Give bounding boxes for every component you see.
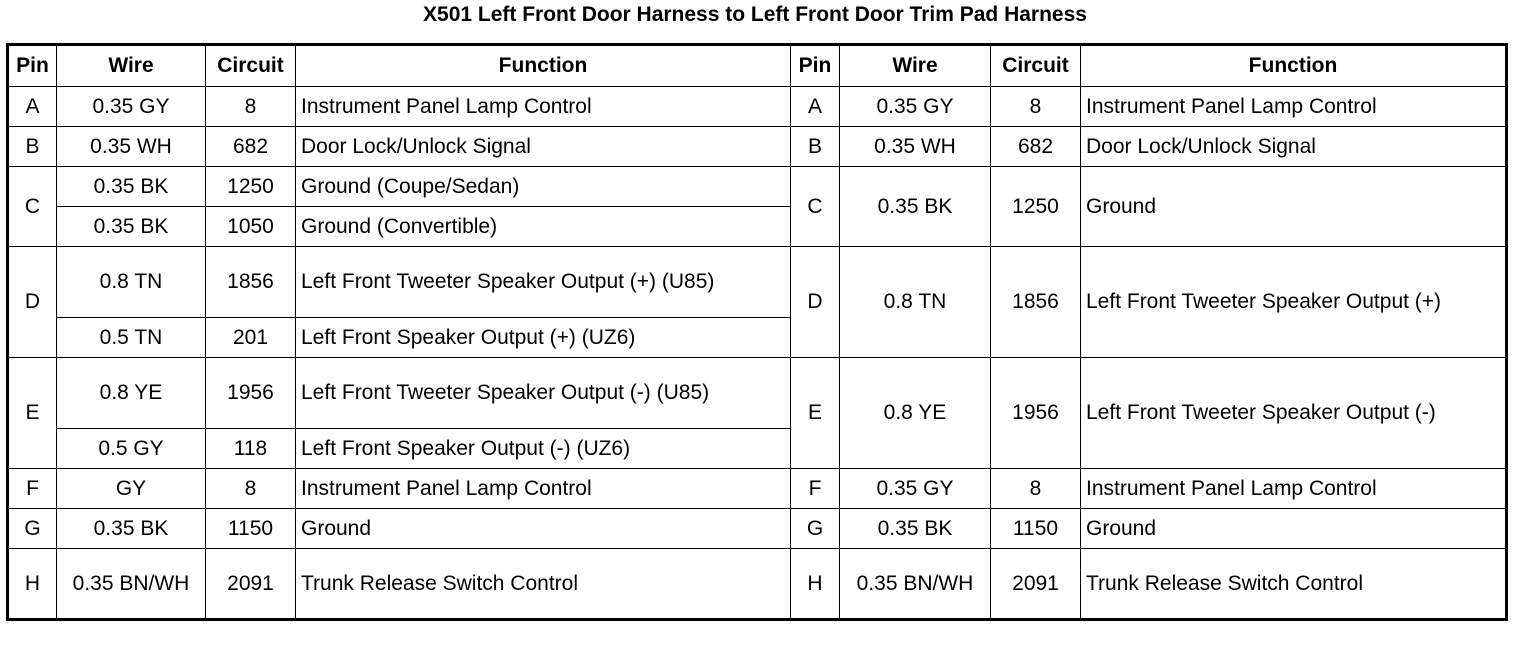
wire-cell: 0.5 GY: [57, 429, 206, 469]
header-circuit: Circuit: [206, 45, 296, 87]
function-cell: Ground: [1081, 509, 1507, 549]
circuit-cell: 1050: [206, 207, 296, 247]
wire-cell: 0.35 WH: [840, 127, 991, 167]
function-cell: Left Front Speaker Output (+) (UZ6): [296, 318, 791, 358]
wire-cell: 0.35 GY: [840, 87, 991, 127]
function-cell: Door Lock/Unlock Signal: [1081, 127, 1507, 167]
pin-cell: H: [791, 549, 840, 620]
function-cell: Ground: [1081, 167, 1507, 247]
wire-cell: 0.8 YE: [57, 358, 206, 429]
function-cell: Left Front Tweeter Speaker Output (-): [1081, 358, 1507, 469]
header-function: Function: [296, 45, 791, 87]
function-cell: Ground (Convertible): [296, 207, 791, 247]
circuit-cell: 2091: [991, 549, 1081, 620]
circuit-cell: 1956: [991, 358, 1081, 469]
wire-cell: 0.35 BK: [840, 167, 991, 247]
table-row: [8, 469, 1507, 509]
circuit-cell: 8: [991, 87, 1081, 127]
pin-cell: E: [8, 358, 57, 469]
circuit-cell: 1856: [206, 247, 296, 318]
function-cell: Instrument Panel Lamp Control: [296, 469, 791, 509]
table-row: [8, 358, 1507, 429]
circuit-cell: 8: [991, 469, 1081, 509]
function-cell: Left Front Speaker Output (-) (UZ6): [296, 429, 791, 469]
pin-cell: D: [8, 247, 57, 358]
pin-cell: G: [8, 509, 57, 549]
circuit-cell: 1150: [991, 509, 1081, 549]
wire-cell: 0.35 BK: [57, 207, 206, 247]
wire-cell: 0.35 GY: [57, 87, 206, 127]
header-function: Function: [1081, 45, 1507, 87]
circuit-cell: 8: [206, 87, 296, 127]
pin-cell: B: [791, 127, 840, 167]
circuit-cell: 1250: [991, 167, 1081, 247]
header-wire: Wire: [840, 45, 991, 87]
wire-cell: 0.35 BK: [840, 509, 991, 549]
page-title: X501 Left Front Door Harness to Left Front Door Trim Pad Harness: [423, 3, 1087, 26]
function-cell: Left Front Tweeter Speaker Output (+) (U85): [296, 247, 791, 318]
table-row: [8, 87, 1507, 127]
pin-cell: H: [8, 549, 57, 620]
wire-cell: 0.35 GY: [840, 469, 991, 509]
pin-cell: A: [791, 87, 840, 127]
connector-table: [6, 43, 1508, 621]
pin-cell: A: [8, 87, 57, 127]
circuit-cell: 1856: [991, 247, 1081, 358]
function-cell: Instrument Panel Lamp Control: [1081, 469, 1507, 509]
table-row: [8, 549, 1507, 620]
circuit-cell: 8: [206, 469, 296, 509]
function-cell: Trunk Release Switch Control: [296, 549, 791, 620]
wire-cell: 0.35 WH: [57, 127, 206, 167]
circuit-cell: 1150: [206, 509, 296, 549]
header-wire: Wire: [57, 45, 206, 87]
header-pin: Pin: [8, 45, 57, 87]
circuit-cell: 1956: [206, 358, 296, 429]
function-cell: Instrument Panel Lamp Control: [1081, 87, 1507, 127]
function-cell: Trunk Release Switch Control: [1081, 549, 1507, 620]
function-cell: Instrument Panel Lamp Control: [296, 87, 791, 127]
circuit-cell: 201: [206, 318, 296, 358]
circuit-cell: 2091: [206, 549, 296, 620]
wire-cell: 0.35 BK: [57, 167, 206, 207]
wire-cell: 0.35 BN/WH: [840, 549, 991, 620]
header-row: [8, 45, 1507, 87]
wire-cell: GY: [57, 469, 206, 509]
function-cell: Left Front Tweeter Speaker Output (+): [1081, 247, 1507, 358]
table-row: [8, 509, 1507, 549]
pin-cell: G: [791, 509, 840, 549]
function-cell: Door Lock/Unlock Signal: [296, 127, 791, 167]
pin-cell: C: [8, 167, 57, 247]
pin-cell: F: [8, 469, 57, 509]
wire-cell: 0.8 YE: [840, 358, 991, 469]
pin-cell: B: [8, 127, 57, 167]
pin-cell: F: [791, 469, 840, 509]
pin-cell: C: [791, 167, 840, 247]
circuit-cell: 682: [206, 127, 296, 167]
wire-cell: 0.8 TN: [840, 247, 991, 358]
pin-cell: E: [791, 358, 840, 469]
table-row: [8, 127, 1507, 167]
circuit-cell: 118: [206, 429, 296, 469]
pin-cell: D: [791, 247, 840, 358]
wire-cell: 0.35 BN/WH: [57, 549, 206, 620]
circuit-cell: 1250: [206, 167, 296, 207]
table-row: [8, 247, 1507, 318]
circuit-cell: 682: [991, 127, 1081, 167]
header-pin: Pin: [791, 45, 840, 87]
table-row: [8, 167, 1507, 207]
header-circuit: Circuit: [991, 45, 1081, 87]
wire-cell: 0.8 TN: [57, 247, 206, 318]
function-cell: Ground (Coupe/Sedan): [296, 167, 791, 207]
wire-cell: 0.5 TN: [57, 318, 206, 358]
function-cell: Left Front Tweeter Speaker Output (-) (U85): [296, 358, 791, 429]
wire-cell: 0.35 BK: [57, 509, 206, 549]
function-cell: Ground: [296, 509, 791, 549]
